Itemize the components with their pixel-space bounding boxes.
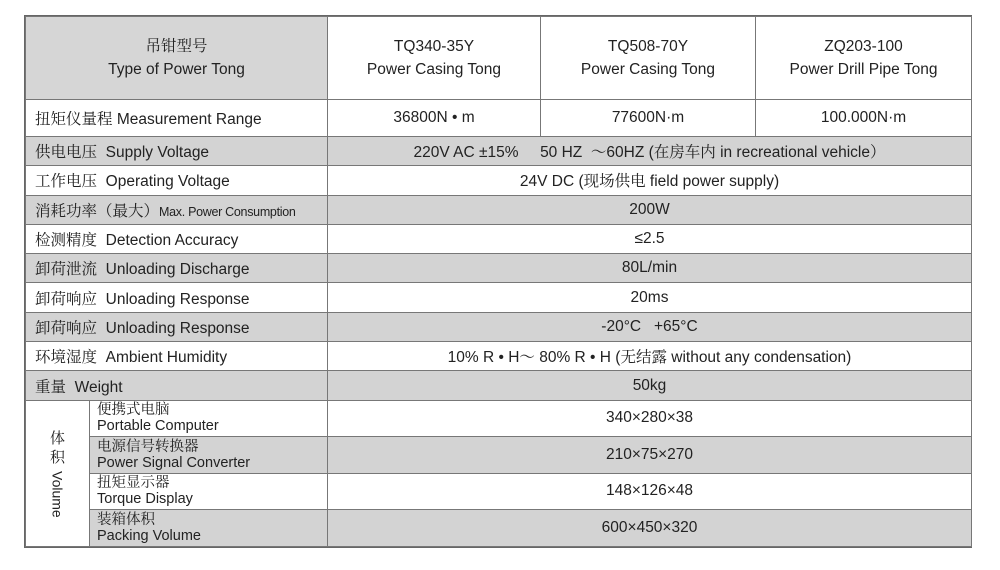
header-type-en: Type of Power Tong — [108, 61, 245, 78]
model-name: Power Casing Tong — [580, 61, 716, 78]
header-model-1 — [328, 17, 541, 100]
table-row — [26, 371, 972, 400]
table-row — [26, 195, 972, 224]
volume-label-cn: 积 — [49, 448, 65, 466]
row-label: 卸荷泄流 Unloading Discharge — [26, 254, 328, 283]
volume-item-value: 340×280×38 — [328, 400, 972, 437]
volume-item-label: 便携式电脑 Portable Computer — [90, 400, 328, 437]
volume-item-value: 210×75×270 — [328, 437, 972, 474]
volume-label — [26, 400, 90, 546]
volume-item-value: 148×126×48 — [328, 473, 972, 510]
header-type-cn: 吊钳型号 — [145, 38, 208, 55]
row-label: 卸荷响应 Unloading Response — [26, 283, 328, 312]
model-name: Power Casing Tong — [366, 61, 502, 78]
volume-row — [26, 510, 972, 547]
row-value: -20°C +65°C — [328, 312, 972, 341]
row-value: 10% R • H～ 80% R • H (无结露 without any condensation) — [328, 342, 972, 371]
model-code: TQ508-70Y — [607, 38, 689, 55]
table-row — [26, 224, 972, 253]
row-label: 扭矩仪量程 Measurement Range — [26, 100, 328, 137]
header-model-3 — [756, 17, 972, 100]
table-row — [26, 137, 972, 166]
model-name: Power Drill Pipe Tong — [789, 61, 938, 78]
volume-row — [26, 437, 972, 474]
row-value: 36800N • m — [328, 100, 541, 137]
table-row — [26, 254, 972, 283]
row-label: 供电电压 Supply Voltage — [26, 137, 328, 166]
row-value: 200W — [328, 195, 972, 224]
table-row — [26, 342, 972, 371]
model-code: TQ340-35Y — [393, 38, 475, 55]
volume-row — [26, 473, 972, 510]
spec-table — [25, 16, 972, 547]
table-row — [26, 166, 972, 195]
row-label: 消耗功率（最大）Max. Power Consumption — [26, 195, 328, 224]
header-row — [26, 17, 972, 100]
volume-item-label: 装箱体积 Packing Volume — [90, 510, 328, 547]
model-code: ZQ203-100 — [824, 38, 903, 55]
table-row — [26, 283, 972, 312]
row-value: 50kg — [328, 371, 972, 400]
volume-label-cn: 体 — [49, 429, 65, 447]
volume-item-label: 电源信号转换器 Power Signal Converter — [90, 437, 328, 474]
row-value: 80L/min — [328, 254, 972, 283]
row-label: 检测精度 Detection Accuracy — [26, 224, 328, 253]
row-value: 220V AC ±15% 50 HZ ～60HZ (在房车内 in recreational vehicle） — [328, 137, 972, 166]
row-value: 100.000N·m — [756, 100, 972, 137]
row-value: 24V DC (现场供电 field power supply) — [328, 166, 972, 195]
row-value: 77600N·m — [541, 100, 756, 137]
volume-item-label: 扭矩显示器 Torque Display — [90, 473, 328, 510]
header-model-2 — [541, 17, 756, 100]
volume-item-value: 600×450×320 — [328, 510, 972, 547]
header-type-cell — [26, 17, 328, 100]
row-value: 20ms — [328, 283, 972, 312]
spec-table-container — [24, 15, 972, 548]
row-label: 工作电压 Operating Voltage — [26, 166, 328, 195]
row-label: 环境湿度 Ambient Humidity — [26, 342, 328, 371]
row-label: 卸荷响应 Unloading Response — [26, 312, 328, 341]
volume-row — [26, 400, 972, 437]
table-row — [26, 100, 972, 137]
table-row — [26, 312, 972, 341]
volume-label-en: Volume — [49, 470, 66, 518]
row-value: ≤2.5 — [328, 224, 972, 253]
row-label: 重量 Weight — [26, 371, 328, 400]
